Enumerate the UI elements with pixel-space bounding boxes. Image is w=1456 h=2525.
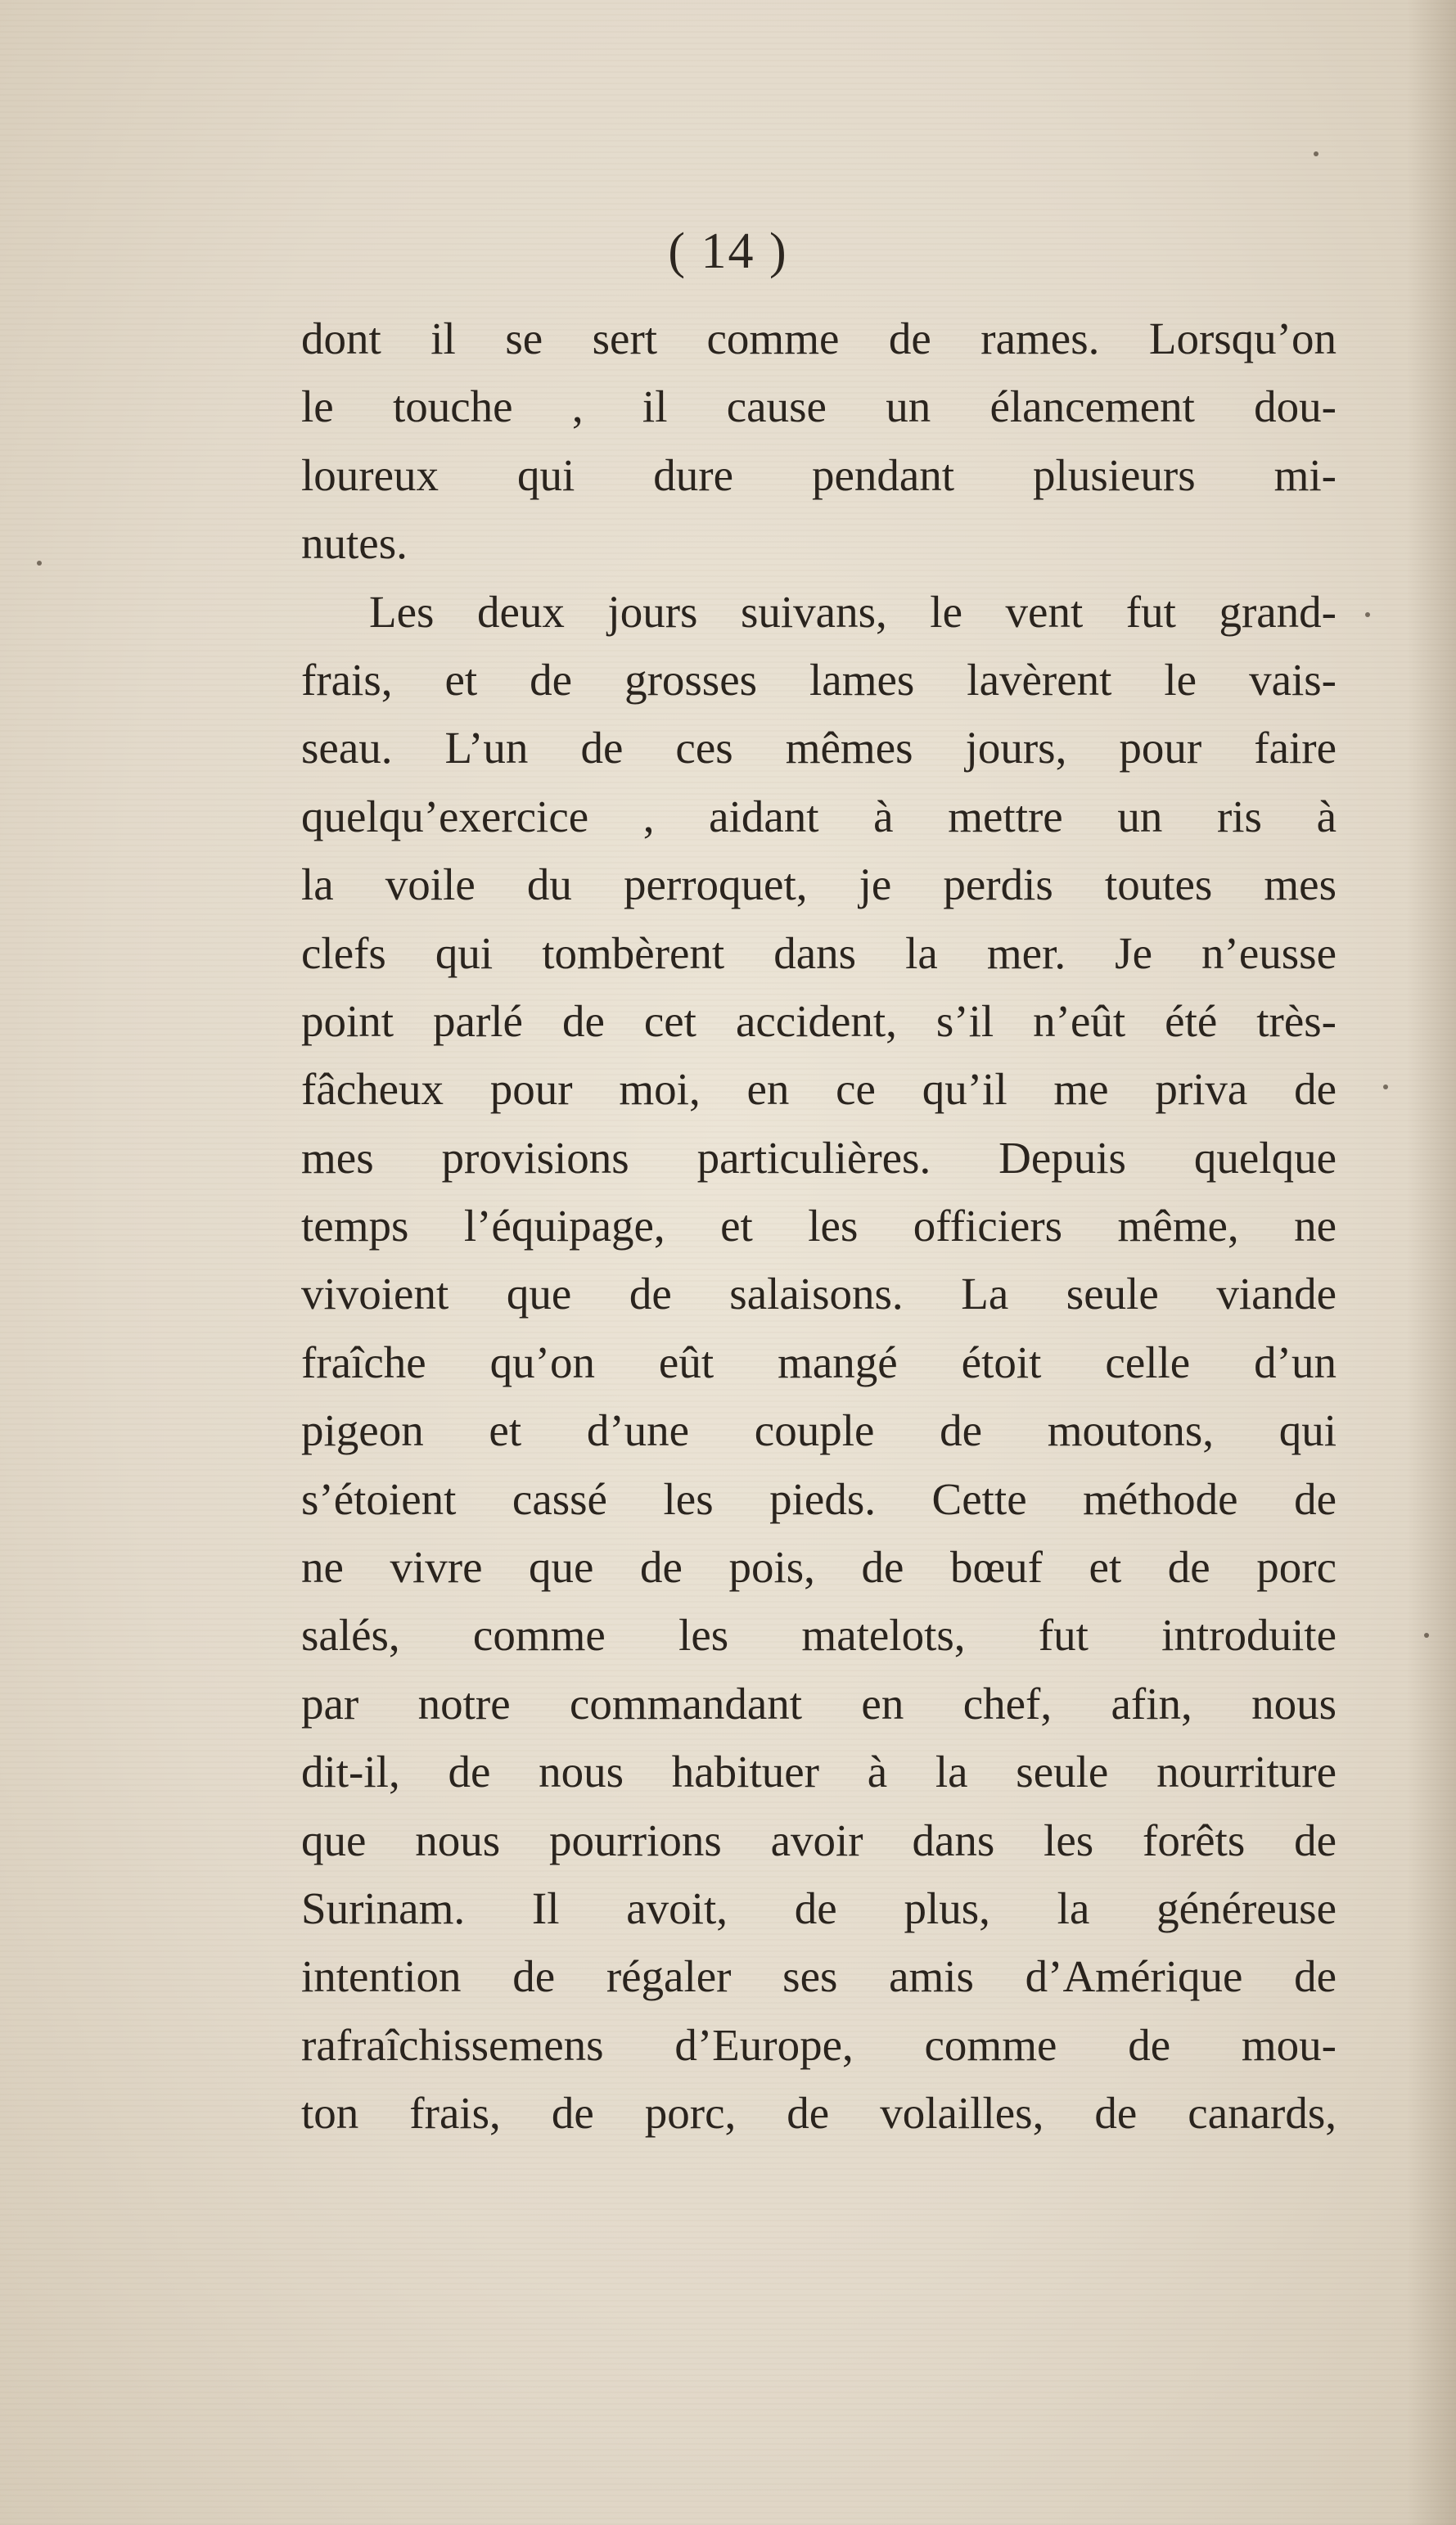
body-text xyxy=(301,304,1337,2148)
text-line: pigeon et d’une couple de moutons, qui xyxy=(301,1405,1337,1456)
text-line: mes provisions particulières. Depuis quelque xyxy=(301,1132,1337,1183)
text-line: temps l’équipage, et les officiers même, ne xyxy=(301,1201,1337,1251)
text-line: la voile du perroquet, je perdis toutes mes xyxy=(301,859,1337,910)
paper-speck xyxy=(1314,151,1319,156)
text-line: par notre commandant en chef, afin, nous xyxy=(301,1678,1337,1729)
text-line: nutes. xyxy=(301,518,408,569)
paper-speck xyxy=(37,561,42,566)
paragraph-start-line: Les deux jours suivans, le vent fut grand- xyxy=(369,586,1337,637)
text-line: frais, et de grosses lames lavèrent le vais- xyxy=(301,654,1337,705)
text-line: dont il se sert comme de rames. Lorsqu’on xyxy=(301,313,1337,363)
text-line: clefs qui tombèrent dans la mer. Je n’eusse xyxy=(301,927,1337,978)
text-line: fâcheux pour moi, en ce qu’il me priva de xyxy=(301,1064,1337,1115)
text-line: que nous pourrions avoir dans les forêts de xyxy=(301,1815,1337,1865)
paper-speck xyxy=(1383,1084,1388,1089)
text-line: intention de régaler ses amis d’Amérique de xyxy=(301,1951,1337,2002)
paper-speck xyxy=(1424,1633,1429,1638)
text-line: loureux qui dure pendant plusieurs mi- xyxy=(301,449,1337,500)
text-line: seau. L’un de ces mêmes jours, pour faire xyxy=(301,723,1337,773)
text-line: le touche , il cause un élancement dou- xyxy=(301,381,1337,432)
page-edge-shadow xyxy=(1407,0,1456,2525)
text-line: salés, comme les matelots, fut introduite xyxy=(301,1610,1337,1661)
text-line: quelqu’exercice , aidant à mettre un ris à xyxy=(301,791,1337,841)
text-line: vivoient que de salaisons. La seule viande xyxy=(301,1269,1337,1319)
text-line: s’étoient cassé les pieds. Cette méthode de xyxy=(301,1473,1337,1524)
text-line: rafraîchissemens d’Europe, comme de mou- xyxy=(301,2019,1337,2070)
text-line: ton frais, de porc, de volailles, de canards, xyxy=(301,2088,1337,2139)
text-line: fraîche qu’on eût mangé étoit celle d’un xyxy=(301,1337,1337,1387)
text-line: Surinam. Il avoit, de plus, la généreuse xyxy=(301,1882,1337,1933)
text-line: point parlé de cet accident, s’il n’eût été très- xyxy=(301,995,1337,1046)
text-line: dit-il, de nous habituer à la seule nourriture xyxy=(301,1747,1337,1797)
paper-speck xyxy=(1365,612,1370,617)
page-number: ( 14 ) xyxy=(668,223,788,279)
text-line: ne vivre que de pois, de bœuf et de porc xyxy=(301,1542,1337,1593)
